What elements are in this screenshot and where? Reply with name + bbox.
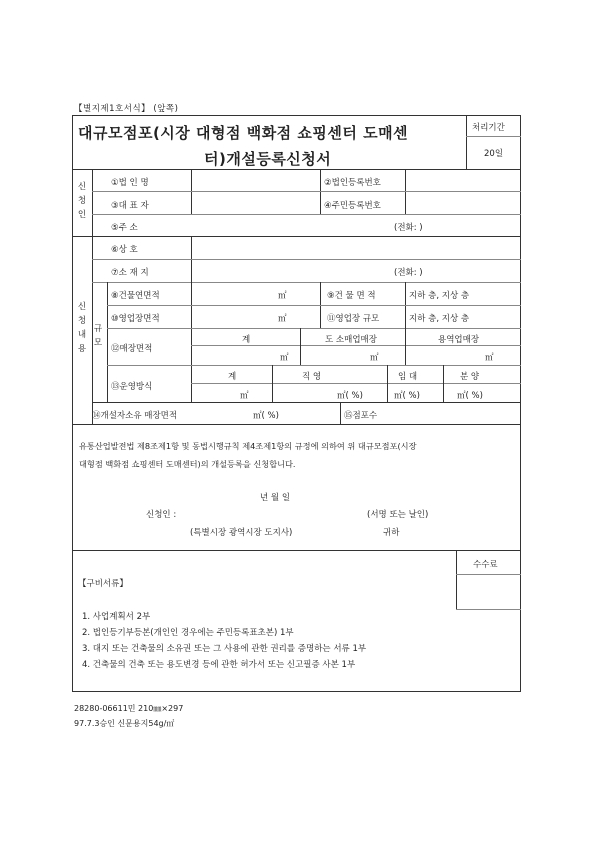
document-item: 2. 법인등기부등본(개인인 경우에는 주민등록표초본) 1부 — [82, 628, 294, 638]
business-scale-value: 지하 층, 지상 층 — [409, 314, 470, 324]
declaration-line1: 유통산업발전법 제8조제1항 및 동법시행규칙 제4조제1항의 규정에 의하여 위 대규모점포(시장 — [79, 441, 417, 451]
operation-label: ⑬운영방식 — [111, 382, 153, 392]
building-floors-label: ⑨건 물 면 적 — [327, 291, 376, 301]
resident-reg-label: ④주민등록번호 — [324, 201, 381, 211]
op-lease-unit: ㎡( %) — [394, 391, 420, 401]
declaration-line2: 대형점 백화점 쇼핑센터 도매센터)의 개설등록을 신청합니다. — [79, 459, 296, 469]
sign-label: (서명 또는 날인) — [367, 510, 429, 520]
form-title-line2: 터)개설등록신청서 — [204, 150, 332, 168]
store-service-header: 용역업매장 — [438, 335, 480, 345]
footer-line1: 28280-06611민 210㎜×297 — [74, 704, 184, 713]
building-area-label: ⑧건물연면적 — [111, 291, 160, 301]
op-direct-unit: ㎡( %) — [337, 391, 363, 401]
address-label: ⑤주 소 — [111, 223, 138, 233]
representative-label: ③대 표 자 — [111, 201, 149, 211]
documents-heading: 【구비서류】 — [78, 579, 128, 589]
fee-label: 수수료 — [473, 560, 498, 570]
own-area-label: ⑭개설자소유 매장면적 — [92, 411, 178, 421]
applicant-section-label: 신 청 인 — [77, 182, 87, 220]
document-item: 1. 사업계획서 2부 — [82, 612, 151, 622]
corp-reg-label: ②법인등록번호 — [324, 178, 381, 188]
business-scale-label: ⑪영업장 규모 — [327, 314, 380, 324]
document-item: 4. 건축물의 건축 또는 용도변경 등에 관한 허가서 또는 신고필증 사본 1부 — [82, 660, 356, 670]
scale-label: 규 모 — [93, 324, 103, 348]
store-area-label: ⑫매장면적 — [111, 344, 153, 354]
store-wholesale-unit: ㎡ — [370, 353, 379, 363]
processing-period-label: 처리기간 — [472, 123, 505, 133]
op-sale-unit: ㎡( %) — [457, 391, 483, 401]
store-total-header: 계 — [242, 335, 251, 345]
document-item: 3. 대지 또는 건축물의 소유권 또는 그 사용에 관한 권리를 증명하는 서류 1부 — [82, 644, 367, 654]
business-area-unit: ㎡ — [278, 314, 287, 324]
content-section-label: 신 청 내 용 — [77, 302, 87, 354]
building-floors-value: 지하 층, 지상 층 — [409, 291, 470, 301]
op-sale-header: 분 양 — [460, 372, 480, 382]
location-label: ⑦소 재 지 — [111, 268, 149, 278]
processing-period-value: 20일 — [484, 149, 504, 159]
op-lease-header: 임 대 — [398, 372, 418, 382]
store-total-unit: ㎡ — [280, 353, 289, 363]
business-area-label: ⑩영업장면적 — [111, 314, 160, 324]
form-title-line1: 대규모점포(시장 대형점 백화점 쇼핑센터 도매센 — [78, 124, 409, 142]
footer-line2: 97.7.3승인 신문용지54g/㎡ — [74, 719, 175, 728]
declaration-date: 년 월 일 — [260, 493, 291, 503]
op-total-unit: ㎡ — [240, 391, 249, 401]
store-service-unit: ㎡ — [485, 353, 494, 363]
location-phone: (전화: ) — [394, 268, 423, 278]
form-header: 【별지제1호서식】 (앞쪽) — [74, 104, 179, 114]
corp-name-label: ①법 인 명 — [111, 178, 149, 188]
trade-name-label: ⑥상 호 — [111, 245, 138, 255]
applicant-signature-label: 신청인 : — [146, 510, 177, 520]
addressee-label: 귀하 — [383, 528, 400, 538]
op-direct-header: 직 영 — [302, 372, 322, 382]
own-area-value: ㎡( %) — [253, 411, 279, 421]
authority-label: (특별시장 광역시장 도지사) — [190, 528, 293, 538]
address-phone: (전화: ) — [394, 223, 423, 233]
building-area-unit: ㎡ — [278, 291, 287, 301]
store-wholesale-header: 도 소매업매장 — [325, 335, 377, 345]
store-count-label: ⑮점포수 — [344, 411, 378, 421]
op-total-header: 계 — [228, 372, 237, 382]
